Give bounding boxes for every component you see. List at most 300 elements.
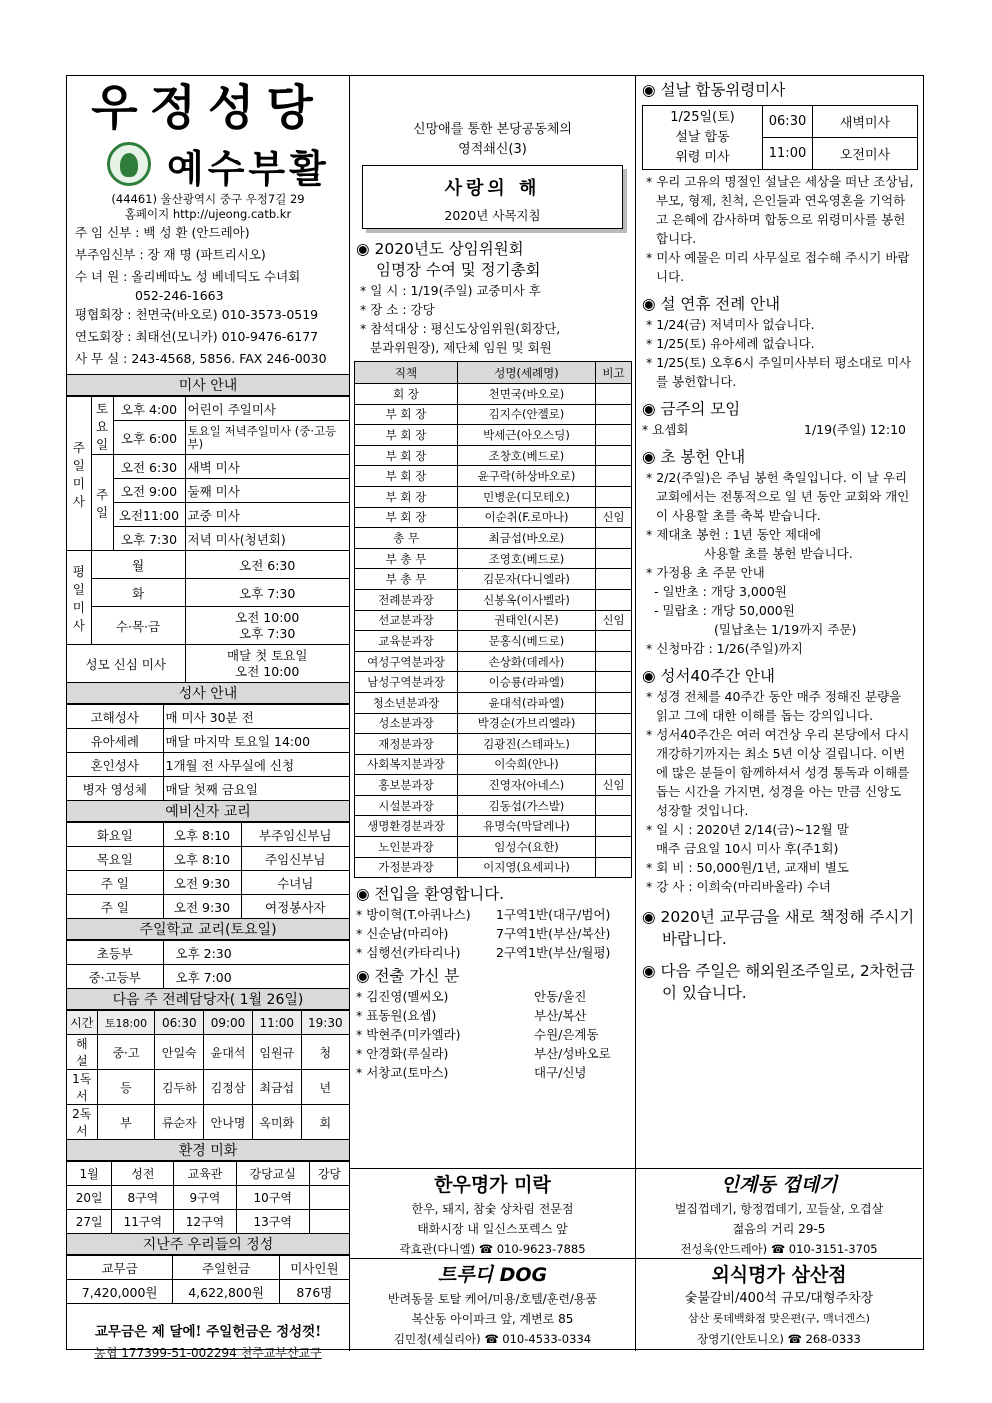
- list-item: 분과위원장), 제단체 임원 및 회원: [370, 340, 552, 355]
- sacrament-name: 유아세례: [67, 729, 163, 753]
- ad-box: [636, 1258, 922, 1351]
- lit-cell: 1독서: [67, 1070, 97, 1105]
- list-item: [356, 1025, 629, 1044]
- table-row: [355, 486, 632, 507]
- table-cell: 부 회 장: [355, 507, 458, 528]
- lit-cell: 19:30: [301, 1011, 349, 1035]
- env-cell: 8구역: [112, 1186, 174, 1210]
- list-item: * 참석대상 : 평신도상임위원(회장단,: [360, 321, 561, 336]
- table-cell: 이숙희(안나): [458, 754, 596, 775]
- lit-cell: 안나명: [204, 1105, 253, 1140]
- table-cell: 신임: [596, 775, 632, 796]
- catechumen-table: [67, 822, 349, 919]
- sacrament-desc: 매달 마지막 토요일 14:00: [163, 729, 349, 753]
- ad-line: 한우, 돼지, 참숯 상차림 전문점: [411, 1202, 574, 1216]
- list-item: * 제대초 봉헌 : 1년 동안 제대에: [646, 527, 822, 542]
- table-cell: 윤대석(라파엘): [458, 692, 596, 713]
- intro-line: 신망애를 통한 본당공동체의: [413, 122, 572, 137]
- table-cell: [596, 857, 632, 878]
- parish-title: 우정성당: [91, 80, 325, 136]
- sunday-mass-label: 주일미사: [67, 397, 91, 551]
- liturgy-table: [67, 1010, 349, 1140]
- env-cell: 교육관: [174, 1162, 236, 1186]
- env-cell: 10구역: [236, 1186, 309, 1210]
- right-column: [636, 76, 922, 1168]
- sunday-school-header: 주일학교 교리(토요일): [67, 919, 349, 940]
- col-header: 성명(세례명): [458, 362, 596, 384]
- table-cell: 박세근(아오스딩): [458, 425, 596, 446]
- holiday-section: [636, 290, 922, 395]
- table-cell: 부 회 장: [355, 404, 458, 425]
- cate-day: 화요일: [67, 823, 163, 847]
- staff-line: 수 녀 원 : 올리베따노 성 베네딕도 수녀회: [75, 269, 301, 284]
- section-title-text: 2020년도 상임위원회: [374, 240, 524, 258]
- list-item: - 밀랍초 : 개당 50,000원: [654, 603, 795, 618]
- parish-logo-icon: [107, 142, 151, 186]
- person-name: * 김진영(멜씨오): [356, 989, 449, 1005]
- col-header: 비고: [596, 362, 632, 384]
- table-cell: 이승룡(라파엘): [458, 672, 596, 693]
- table-cell: [596, 548, 632, 569]
- table-cell: 천면국(바오로): [458, 384, 596, 405]
- table-cell: [596, 631, 632, 652]
- table-cell: 김동섭(가스발): [458, 795, 596, 816]
- table-cell: [596, 404, 632, 425]
- table-cell: 시설분과장: [355, 795, 458, 816]
- table-cell: 홍보분과장: [355, 775, 458, 796]
- weekday: 수·목·금: [91, 607, 185, 645]
- lit-cell: 회: [301, 1105, 349, 1140]
- ad-phone: 김민정(세실리아) ☎ 010-4533-0334: [393, 1332, 592, 1346]
- sacrament-name: 병자 영성체: [67, 777, 163, 801]
- catechumen-header: 예비신자 교리: [67, 801, 349, 822]
- logo-area: [67, 136, 349, 192]
- list-item: [356, 1063, 629, 1082]
- person-place: 1구역1반(대구/범어): [496, 907, 611, 923]
- person-place: 부산/복산: [534, 1008, 587, 1024]
- section-title: [642, 399, 916, 420]
- weekday: 월: [91, 551, 185, 579]
- table-cell: 조창호(베드로): [458, 445, 596, 466]
- collection-notice: [636, 954, 922, 1008]
- table-cell: 성소분과장: [355, 713, 458, 734]
- table-row: [355, 837, 632, 858]
- table-row: [355, 692, 632, 713]
- table-cell: 부 회 장: [355, 486, 458, 507]
- mass-time: 오후 4:00: [113, 397, 185, 421]
- table-cell: 이지영(요세피나): [458, 857, 596, 878]
- person-name: * 심행선(카타리나): [356, 945, 461, 961]
- env-cell: 11구역: [112, 1210, 174, 1234]
- staff-line: 사 무 실 : 243-4568, 5856. FAX 246-0030: [75, 351, 327, 366]
- person-name: * 신순남(마리아): [356, 926, 449, 942]
- table-cell: [596, 837, 632, 858]
- bullet-icon: [356, 885, 370, 903]
- table-cell: 남성구역분과장: [355, 672, 458, 693]
- seollal-table: [642, 105, 918, 170]
- welcome-section: [350, 878, 635, 1086]
- bullet-icon: [642, 962, 656, 980]
- offering-cell: 7,420,000원: [67, 1280, 173, 1304]
- env-cell: 강당: [309, 1162, 349, 1186]
- person-name: * 방이혁(T.아퀴나스): [356, 907, 471, 923]
- section-title-text: 설날 합동위령미사: [660, 81, 786, 99]
- committee-section: [350, 229, 635, 361]
- table-cell: [596, 466, 632, 487]
- table-cell: 박경순(가브리엘라): [458, 713, 596, 734]
- table-cell: 청소년분과장: [355, 692, 458, 713]
- list-item: * 성경 전체를 40주간 동안 매주 정해진 분량을 읽고 그에 대한 이해를 돕는 강의입니다.: [646, 689, 902, 723]
- sacrament-name: 혼인성사: [67, 753, 163, 777]
- list-item: [356, 1044, 629, 1063]
- slogan: 교무금은 제 달에! 주일헌금은 정성껏!: [94, 1324, 322, 1340]
- left-column: [67, 76, 350, 1360]
- list-item: [356, 1006, 629, 1025]
- mass-time: 오전 9:00: [113, 479, 185, 503]
- cate-teacher: 주임신부님: [241, 847, 349, 871]
- list-item: * 성서40주간은 여러 여건상 우리 본당에서 다시 개강하기까지는 최소 5년 이상 걸립니다. 이번에 많은 분들이 함께하셔서 성경 통독과 이해를 돕는 시간을 가지면, 성경을 아는 만큼 신앙도 성장할 것입니다.: [646, 727, 910, 818]
- list-item: * 일 시 : 2020년 2/14(금)~12월 말: [646, 822, 849, 837]
- table-cell: [596, 672, 632, 693]
- table-row: [355, 404, 632, 425]
- table-cell: 부 회 장: [355, 425, 458, 446]
- ad-line: 복산동 아이파크 앞, 계변로 85: [411, 1312, 574, 1326]
- table-row: [355, 857, 632, 878]
- lit-cell: 옥미화: [252, 1105, 301, 1140]
- col-header: 직책: [355, 362, 458, 384]
- list-item: * 가정용 초 주문 안내: [646, 565, 765, 580]
- ad-line: 숯불갈비/400석 규모/대형주차장: [684, 1291, 874, 1306]
- staff-line: 부주임신부 : 장 재 명 (파트리시오): [75, 247, 266, 262]
- bullet-icon: [642, 295, 656, 313]
- ad-name: 인계동 껍데기: [720, 1174, 838, 1196]
- table-cell: 선교분과장: [355, 610, 458, 631]
- intro-line: 영적쇄신(3): [458, 142, 527, 157]
- env-cell: 성전: [112, 1162, 174, 1186]
- section-title: [642, 294, 916, 315]
- mass-desc: 토요일 저녁주일미사 (중·고등부): [185, 421, 349, 455]
- seollal-date: 1/25일(토): [670, 109, 735, 125]
- table-cell: 부 회 장: [355, 466, 458, 487]
- cate-time: 오후 8:10: [163, 823, 241, 847]
- mass-desc: 저녁 미사(청년회): [185, 527, 349, 551]
- person-place: 2구역1반(부산/월평): [496, 945, 611, 961]
- mary-time-a: 매달 첫 토요일: [227, 647, 308, 663]
- list-item: 매주 금요일 10시 미사 후(주1회): [656, 841, 839, 856]
- notice-text: 다음 주일은 해외원조주일로, 2차헌금이 있습니다.: [660, 962, 915, 1002]
- person-place: 부산/성바오로: [534, 1046, 611, 1062]
- ad-phone: 전성욱(안드레아) ☎ 010-3151-3705: [680, 1242, 878, 1256]
- section-title-text: 전입을 환영합니다.: [374, 885, 505, 904]
- table-cell: 임성수(요한): [458, 837, 596, 858]
- cate-time: 오전 9:30: [163, 871, 241, 895]
- list-item: * 장 소 : 강당: [360, 302, 435, 317]
- homepage[interactable]: 홈페이지 http://ujeong.catb.kr: [124, 207, 292, 221]
- table-row: [355, 734, 632, 755]
- env-cell: [309, 1210, 349, 1234]
- middle-column: [350, 76, 636, 1168]
- seollal-section: [636, 76, 922, 290]
- offering-header: 지난주 우리들의 정성: [67, 1234, 349, 1255]
- table-cell: 김광진(스테파노): [458, 734, 596, 755]
- address: (44461) 울산광역시 중구 우정7길 29: [111, 192, 305, 206]
- mass-time: 오전 6:30: [113, 455, 185, 479]
- sunday-school-table: [67, 940, 349, 989]
- table-cell: 가정분과장: [355, 857, 458, 878]
- seollal-mass: 새벽미사: [813, 106, 918, 138]
- person-place: 대구/신녕: [534, 1065, 587, 1081]
- environment-table: [67, 1161, 349, 1234]
- cate-day: 주 일: [67, 871, 163, 895]
- bank-account: 농협 177399-51-002294 천주교부산교구: [94, 1346, 322, 1360]
- lit-cell: 11:00: [252, 1011, 301, 1035]
- section-title-text: 설 연휴 전례 안내: [660, 295, 781, 313]
- list-item: [356, 924, 629, 943]
- weekday-time: 오후 7:30: [185, 579, 349, 607]
- table-cell: [596, 713, 632, 734]
- ad-line: 태화시장 내 일신스포렉스 앞: [417, 1222, 568, 1236]
- table-cell: 유명숙(막달레나): [458, 816, 596, 837]
- table-cell: [596, 384, 632, 405]
- bullet-icon: [642, 667, 656, 685]
- weekday-time-b: 오후 7:30: [239, 625, 296, 641]
- table-cell: [596, 734, 632, 755]
- bible-section: [636, 662, 922, 900]
- sacrament-desc: 매 미사 30분 전: [163, 705, 349, 729]
- person-place: 수원/은계동: [534, 1027, 599, 1043]
- table-cell: 윤구락(하상바오로): [458, 466, 596, 487]
- table-cell: [596, 425, 632, 446]
- weekday-time: 오전 6:30: [185, 551, 349, 579]
- lit-cell: 청: [301, 1035, 349, 1070]
- table-cell: 재정분과장: [355, 734, 458, 755]
- logo-text: 예수부활: [167, 146, 330, 191]
- intro: [350, 120, 635, 160]
- table-cell: 부 회 장: [355, 445, 458, 466]
- list-item: 사용할 초를 봉헌 받습니다.: [704, 546, 853, 561]
- list-item: * 2/2(주일)은 주님 봉헌 축일입니다. 이 날 우리 교회에서는 전통적으로 일 년 동안 교회와 개인이 사용할 초를 축복 받습니다.: [646, 470, 910, 523]
- section-title-text: 성서40주간 안내: [660, 667, 775, 685]
- list-item: * 강 사 : 이희숙(마리바올라) 수녀: [646, 879, 831, 894]
- bullet-icon: [642, 400, 656, 418]
- env-cell: 강당교실: [236, 1162, 309, 1186]
- table-cell: 조영호(베드로): [458, 548, 596, 569]
- ad-line: 젊음의 거리 29-5: [732, 1222, 826, 1236]
- table-cell: 신임: [596, 507, 632, 528]
- list-item: [356, 987, 629, 1006]
- table-cell: 총 무: [355, 528, 458, 549]
- person-name: * 박현주(미카엘라): [356, 1027, 461, 1043]
- ad-name: 트루디 DOG: [437, 1264, 548, 1286]
- ad-name: 한우명가 미락: [434, 1174, 551, 1196]
- offering-cell: 미사인원: [279, 1256, 349, 1280]
- table-cell: 여성구역분과장: [355, 651, 458, 672]
- staff-list: [67, 222, 349, 370]
- lit-cell: 김두하: [155, 1070, 204, 1105]
- staff-line: 주 임 신부 : 백 성 환 (안드레아): [75, 225, 250, 240]
- meeting-section: [636, 395, 922, 443]
- bulletin-page: [66, 75, 924, 1360]
- list-item: - 일반초 : 개당 3,000원: [654, 584, 787, 599]
- cate-day: 목요일: [67, 847, 163, 871]
- lit-cell: 김정삼: [204, 1070, 253, 1105]
- cate-day: 주 일: [67, 895, 163, 919]
- offering-cell: 876명: [279, 1280, 349, 1304]
- table-cell: [596, 486, 632, 507]
- table-row: [355, 754, 632, 775]
- lit-cell: 안일숙: [155, 1035, 204, 1070]
- ad-line: 반려동물 토탈 케어/미용/호텔/훈련/용품: [387, 1292, 598, 1306]
- table-cell: 교육분과장: [355, 631, 458, 652]
- person-name: * 표동원(요셉): [356, 1008, 437, 1024]
- table-row: [355, 466, 632, 487]
- list-item: [356, 943, 629, 962]
- lit-cell: 부: [97, 1105, 155, 1140]
- lit-cell: 임원규: [252, 1035, 301, 1070]
- year-theme-sub: 2020년 사목지침: [444, 208, 541, 223]
- seollal-time: 11:00: [763, 138, 813, 170]
- section-title: [642, 80, 916, 101]
- cate-time: 오전 9:30: [163, 895, 241, 919]
- bullet-icon: [356, 967, 370, 985]
- env-cell: 20일: [67, 1186, 112, 1210]
- lit-cell: 06:30: [155, 1011, 204, 1035]
- list-item: * 1/25(토) 오후6시 주일미사부터 평소대로 미사를 봉헌합니다.: [646, 355, 912, 389]
- tithe-notice: [636, 900, 922, 954]
- bullet-icon: [642, 81, 656, 99]
- mass-desc: 교중 미사: [185, 503, 349, 527]
- table-row: [355, 672, 632, 693]
- lit-cell: 2독서: [67, 1105, 97, 1140]
- table-cell: 권태인(시몬): [458, 610, 596, 631]
- lit-cell: 년: [301, 1070, 349, 1105]
- lit-cell: 09:00: [204, 1011, 253, 1035]
- table-cell: [596, 445, 632, 466]
- ad-phone: 곽효관(다니엘) ☎ 010-9623-7885: [399, 1242, 586, 1256]
- ad-box: [350, 1168, 636, 1258]
- lit-cell: 등: [97, 1070, 155, 1105]
- lit-cell: 해 설: [67, 1035, 97, 1070]
- list-item: * 미사 예물은 미리 사무실로 접수해 주시기 바랍니다.: [646, 250, 910, 284]
- list-item: * 1/24(금) 저녁미사 없습니다.: [646, 317, 815, 332]
- offering-cell: 4,622,800원: [173, 1280, 279, 1304]
- table-cell: 김지수(안젤로): [458, 404, 596, 425]
- staff-line: 연도회장 : 최태선(모니카) 010-9476-6177: [75, 329, 319, 344]
- table-cell: 부 총 무: [355, 548, 458, 569]
- notice-text: 2020년 교무금을 새로 책정해 주시기 바랍니다.: [660, 908, 915, 948]
- cate-time: 오후 8:10: [163, 847, 241, 871]
- school-grade: 중·고등부: [67, 965, 163, 989]
- table-cell: 김문자(다니엘라): [458, 569, 596, 590]
- seollal-label: 위령 미사: [675, 149, 730, 165]
- seollal-time: 06:30: [763, 106, 813, 138]
- table-cell: 신봉옥(이사벨라): [458, 589, 596, 610]
- table-cell: 민병운(디모테오): [458, 486, 596, 507]
- env-cell: 9구역: [174, 1186, 236, 1210]
- table-cell: 손상화(데레사): [458, 651, 596, 672]
- table-cell: 사회복지분과장: [355, 754, 458, 775]
- table-row: [355, 507, 632, 528]
- table-cell: 문홍식(베드로): [458, 631, 596, 652]
- table-cell: 진영자(아네스): [458, 775, 596, 796]
- lit-cell: 중·고: [97, 1035, 155, 1070]
- mass-time: 오후 6:00: [113, 421, 185, 455]
- staff-line: 평협회장 : 천면국(바오로) 010-3573-0519: [75, 307, 319, 322]
- table-cell: [596, 589, 632, 610]
- ad-box: [350, 1258, 636, 1351]
- section-title: [356, 239, 629, 260]
- liturgy-header: 다음 주 전례담당자( 1월 26일): [67, 989, 349, 1010]
- table-cell: 회 장: [355, 384, 458, 405]
- env-cell: [309, 1186, 349, 1210]
- table-row: [355, 795, 632, 816]
- person-place: 7구역1반(부산/복산): [496, 926, 611, 942]
- school-time: 오후 7:00: [163, 965, 349, 989]
- table-cell: [596, 692, 632, 713]
- weekday-time: [185, 607, 349, 645]
- staff-line: 052-246-1663: [135, 288, 224, 303]
- section-title-text: 초 봉헌 안내: [660, 448, 746, 466]
- table-row: [355, 816, 632, 837]
- list-item: * 일 시 : 1/19(주일) 교중미사 후: [360, 283, 541, 298]
- weekday: 화: [91, 579, 185, 607]
- ad-line: 벌집껍데기, 항정껍데기, 꼬들살, 오겹살: [674, 1202, 884, 1216]
- mary-mass-label: 성모 신심 미사: [67, 645, 185, 683]
- table-cell: 부 총 무: [355, 569, 458, 590]
- list-item: (밀납초는 1/19까지 주문): [714, 622, 857, 637]
- section-title-text: 임명장 수여 및 정기총회: [376, 261, 541, 279]
- table-row: [355, 713, 632, 734]
- environment-header: 환경 미화: [67, 1140, 349, 1161]
- bullet-icon: [642, 448, 656, 466]
- sacrament-header: 성사 안내: [67, 683, 349, 704]
- sunday-label: 주일: [91, 455, 113, 551]
- person-name: * 안경화(루실라): [356, 1046, 449, 1062]
- ad-box: [636, 1168, 922, 1258]
- table-cell: 전례분과장: [355, 589, 458, 610]
- school-time: 오후 2:30: [163, 941, 349, 965]
- mary-mass-time: [185, 645, 349, 683]
- meeting-time: 1/19(주일) 12:10: [804, 422, 906, 437]
- lit-cell: 윤대석: [204, 1035, 253, 1070]
- candle-section: [636, 443, 922, 662]
- lit-cell: 시간: [67, 1011, 97, 1035]
- sacrament-desc: 1개월 전 사무실에 신청: [163, 753, 349, 777]
- mary-time-b: 오전 10:00: [235, 663, 300, 679]
- offering-cell: 주일헌금: [173, 1256, 279, 1280]
- table-row: [355, 569, 632, 590]
- ad-line: 삼산 롯데백화점 맞은편(구, 맥너겐스): [688, 1312, 870, 1325]
- ad-phone: 장영기(안토니오) ☎ 268-0333: [697, 1332, 861, 1346]
- table-row: [355, 651, 632, 672]
- section-title-text: 전출 가신 분: [374, 967, 460, 986]
- bullet-icon: [642, 908, 656, 926]
- table-row: [355, 775, 632, 796]
- table-cell: 생명환경분과장: [355, 816, 458, 837]
- lit-cell: 토18:00: [97, 1011, 155, 1035]
- table-row: [355, 548, 632, 569]
- mass-desc: 새벽 미사: [185, 455, 349, 479]
- offering-cell: 교무금: [67, 1256, 173, 1280]
- cate-teacher: 여정봉사자: [241, 895, 349, 919]
- table-cell: 이순취(F.로마나): [458, 507, 596, 528]
- table-cell: 노인분과장: [355, 837, 458, 858]
- table-row: [355, 425, 632, 446]
- mass-desc: 둘째 미사: [185, 479, 349, 503]
- sacrament-table: [67, 704, 349, 801]
- sacrament-name: 고해성사: [67, 705, 163, 729]
- seollal-mass: 오전미사: [813, 138, 918, 170]
